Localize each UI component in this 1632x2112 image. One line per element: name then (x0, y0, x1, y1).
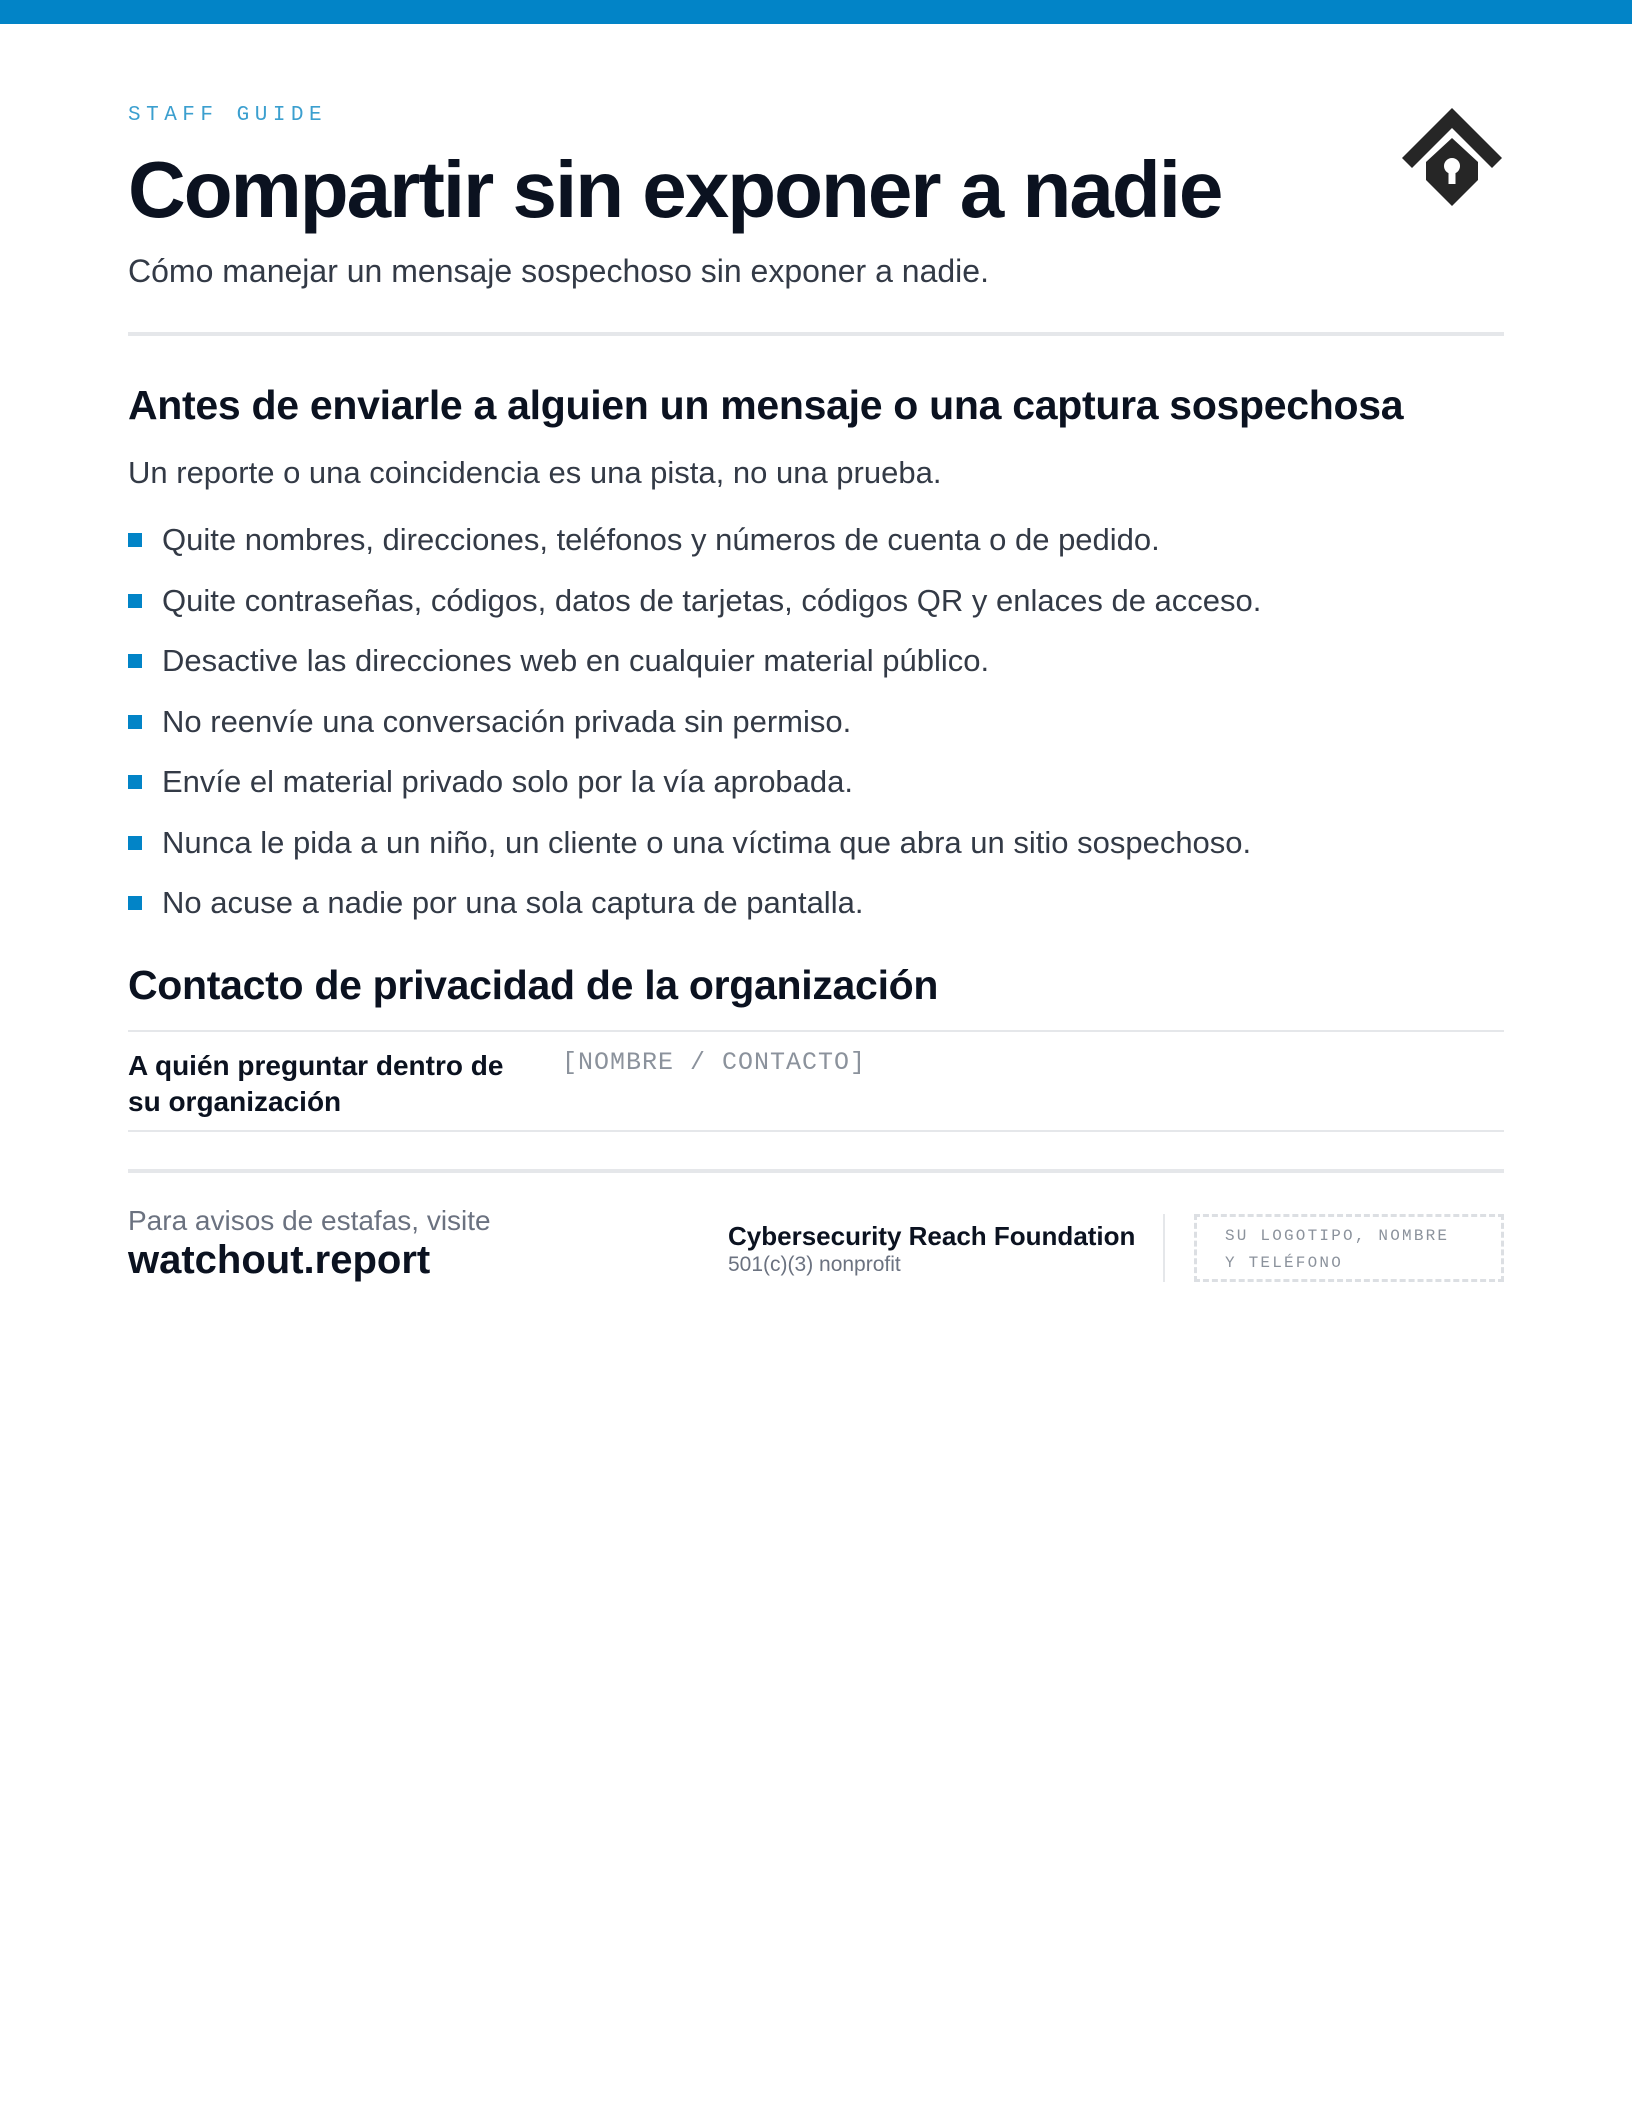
bullet-square-icon (128, 896, 142, 910)
guidance-list (128, 518, 1261, 942)
contact-row-value: [NOMBRE / CONTACTO] (562, 1048, 867, 1077)
section-heading-privacy-contact: Contacto de privacidad de la organización (128, 962, 939, 1008)
list-item-text: No reenvíe una conversación privada sin permiso. (162, 703, 852, 739)
list-item (128, 518, 1261, 579)
bullet-square-icon (128, 836, 142, 850)
top-accent-bar (0, 0, 1632, 24)
bullet-square-icon (128, 594, 142, 608)
shield-keyhole-icon (1400, 104, 1504, 208)
eyebrow-label: STAFF GUIDE (128, 104, 328, 127)
placeholder-line-1: SU LOGOTIPO, NOMBRE (1225, 1227, 1450, 1245)
bullet-square-icon (128, 715, 142, 729)
placeholder-line-2: Y TELÉFONO (1225, 1254, 1344, 1272)
footer-vertical-divider (1163, 1214, 1165, 1282)
org-name: Cybersecurity Reach Foundation (728, 1221, 1136, 1251)
logo-placeholder-box (1194, 1214, 1504, 1282)
list-item (128, 639, 1261, 700)
section-heading-before-sending: Antes de enviarle a alguien un mensaje o una captura sospechosa (128, 382, 1404, 428)
list-item-text: Desactive las direcciones web en cualquier material público. (162, 643, 990, 678)
section-lead: Un reporte o una coincidencia es una pista, no una prueba. (128, 455, 942, 490)
bullet-square-icon (128, 654, 142, 668)
list-item-text: Envíe el material privado solo por la vía aprobada. (162, 764, 854, 799)
list-item (128, 700, 1261, 761)
page-subtitle: Cómo manejar un mensaje sospechoso sin exponer a nadie. (128, 253, 989, 289)
footer-divider (128, 1169, 1504, 1173)
contact-row-label: A quién preguntar dentro de su organización (128, 1050, 504, 1117)
bullet-square-icon (128, 533, 142, 547)
list-item-text: No acuse a nadie por una sola captura de pantalla. (162, 885, 864, 920)
list-item (128, 821, 1261, 882)
list-item-text: Quite contraseñas, códigos, datos de tarjetas, códigos QR y enlaces de acceso. (162, 582, 1262, 618)
list-item (128, 881, 1261, 942)
privacy-contact-table (128, 1030, 1504, 1132)
list-item (128, 579, 1261, 640)
footer-url: watchout.report (128, 1238, 431, 1282)
page-title: Compartir sin exponer a nadie (128, 145, 1222, 234)
footer-visit-text: Para avisos de estafas, visite (128, 1205, 491, 1236)
bullet-square-icon (128, 775, 142, 789)
list-item-text: Nunca le pida a un niño, un cliente o una víctima que abra un sitio sospechoso. (162, 824, 1252, 860)
list-item-text: Quite nombres, direcciones, teléfonos y números de cuenta o de pedido. (162, 522, 1160, 557)
org-status: 501(c)(3) nonprofit (728, 1253, 901, 1276)
header-divider (128, 332, 1504, 336)
list-item (128, 760, 1261, 821)
